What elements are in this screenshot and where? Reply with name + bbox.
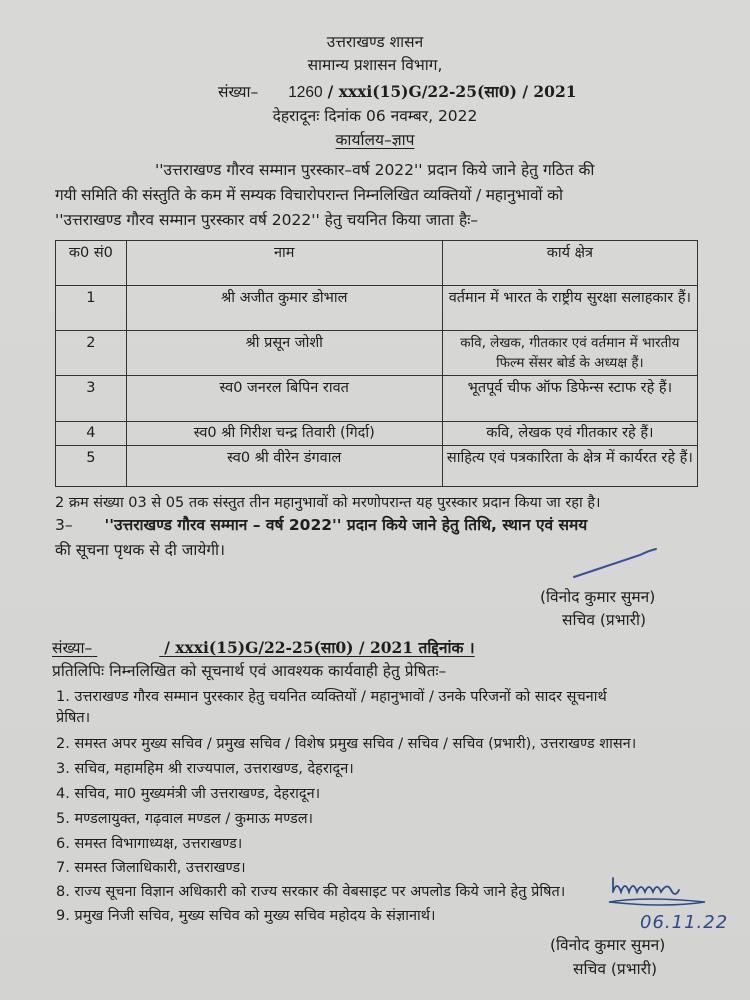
cell-name: स्व0 जनरल बिपिन रावत bbox=[126, 376, 442, 422]
table-row bbox=[56, 286, 698, 331]
cell-work-field: कवि, लेखक एवं गीतकार रहे हैं। bbox=[442, 422, 697, 446]
table-row bbox=[56, 422, 698, 446]
table-row bbox=[56, 446, 698, 487]
table-row bbox=[56, 331, 698, 376]
cell-serial-number: 2 bbox=[56, 331, 127, 376]
header-work-field: कार्य क्षेत्र bbox=[442, 241, 697, 286]
copy-item-5: 5. मण्डलायुक्त, गढ़वाल मण्डल / कुमाऊ मण्डल। bbox=[56, 811, 314, 827]
reference-label: संख्या– bbox=[218, 83, 259, 101]
table-row bbox=[56, 376, 698, 422]
note-3-number: 3– bbox=[55, 516, 73, 534]
note-3-line-2: की सूचना पृथक से दी जायेगी। bbox=[55, 541, 225, 559]
signatory-2-name: (विनोद कुमार सुमन) bbox=[550, 936, 666, 954]
cell-serial-number: 1 bbox=[56, 286, 127, 331]
reference-number: 1260 bbox=[288, 84, 323, 101]
copy-item-6: 6. समस्त विभागाध्यक्ष, उत्तराखण्ड। bbox=[56, 836, 243, 852]
cell-work-field: कवि, लेखक, गीतकार एवं वर्तमान में भारतीय फिल्म सेंसर बोर्ड के अध्यक्ष हैं। bbox=[442, 331, 697, 376]
cell-work-field: साहित्य एवं पत्रकारिता के क्षेत्र में कार्यरत रहे हैं। bbox=[442, 446, 697, 487]
table-header-row bbox=[56, 241, 698, 286]
copy-item-9: 9. प्रमुख निजी सचिव, मुख्य सचिव को मुख्य सचिव महोदय के संज्ञानार्थ। bbox=[56, 908, 436, 924]
note-2: 2 क्रम संख्या 03 से 05 तक संस्तुत तीन महानुभावों को मरणोपरान्त यह पुरस्कार प्रदान किया जा रहा है। bbox=[55, 495, 601, 511]
cell-work-field: वर्तमान में भारत के राष्ट्रीय सुरक्षा सलाहकार हैं। bbox=[442, 286, 697, 331]
cell-work-field: भूतपूर्व चीफ ऑफ डिफेन्स स्टाफ रहे हैं। bbox=[442, 376, 697, 422]
intro-line-2: गयी समिति की संस्तुति के कम में सम्यक विचारोपरान्त निम्नलिखित व्यक्तियों / महानुभावों को bbox=[55, 186, 563, 204]
header-name: नाम bbox=[126, 241, 442, 286]
signatory-1-designation: सचिव (प्रभारी) bbox=[562, 611, 647, 629]
copy-heading: प्रतिलिपिः निम्नलिखित को सूचनार्थ एवं आवश्यक कार्यवाही हेतु प्रेषितः– bbox=[52, 662, 447, 680]
handwritten-date-text: 06.11.22 bbox=[640, 912, 729, 933]
reference-line bbox=[218, 80, 577, 102]
date-line: देहरादूनः दिनांक 06 नवम्बर, 2022 bbox=[272, 107, 478, 125]
copy-item-2: 2. समस्त अपर मुख्य सचिव / प्रमुख सचिव / विशेष प्रमुख सचिव / सचिव / सचिव (प्रभारी), उत्तराखण्ड शासन। bbox=[56, 736, 637, 752]
cell-name: स्व0 श्री गिरीश चन्द्र तिवारी (गिर्दा) bbox=[126, 422, 442, 446]
copy-item-1-cont: प्रेषित। bbox=[56, 710, 91, 726]
handwritten-signature-icon bbox=[605, 872, 715, 912]
copy-item-3: 3. सचिव, महामहिम श्री राज्यपाल, उत्तराखण्ड, देहरादून। bbox=[56, 761, 354, 777]
cell-serial-number: 3 bbox=[56, 376, 127, 422]
header-serial-number: क0 सं0 bbox=[56, 241, 127, 286]
copy-item-4: 4. सचिव, मा0 मुख्यमंत्री जी उत्तराखण्ड, देहरादून। bbox=[56, 786, 321, 802]
signature-stroke-icon bbox=[570, 545, 670, 585]
cell-serial-number: 5 bbox=[56, 446, 127, 487]
copy-item-7: 7. समस्त जिलाधिकारी, उत्तराखण्ड। bbox=[56, 860, 246, 876]
handwritten-date bbox=[640, 912, 728, 933]
note-3-line-1 bbox=[55, 513, 587, 538]
awardees-table bbox=[55, 240, 698, 487]
intro-line-1: ''उत्तराखण्ड गौरव सम्मान पुरस्कार–वर्ष 2022'' प्रदान किये जाने हेतु गठित की bbox=[155, 161, 595, 179]
cell-name: श्री प्रसून जोशी bbox=[126, 331, 442, 376]
reference-code: / xxxi(15)G/22-25(सा0) / 2021 bbox=[327, 82, 577, 101]
government-name: उत्तराखण्ड शासन bbox=[326, 33, 424, 51]
copy-reference-code: / xxxi(15)G/22-25(सा0) / 2021 तद्दिनांक । bbox=[164, 638, 475, 657]
copy-item-1: 1. उत्तराखण्ड गौरव सम्मान पुरस्कार हेतु चयनित व्यक्तियों / महानुभावों / उनके परिजनों को सादर सूचनार्थ bbox=[56, 689, 607, 705]
cell-name: स्व0 श्री वीरेन डंगवाल bbox=[126, 446, 442, 487]
copy-reference-line bbox=[52, 636, 475, 658]
cell-serial-number: 4 bbox=[56, 422, 127, 446]
copy-reference-label: संख्या– bbox=[52, 639, 93, 657]
memo-title: कार्यालय–ज्ञाप bbox=[335, 131, 415, 149]
signatory-2-designation: सचिव (प्रभारी) bbox=[573, 960, 658, 978]
cell-name: श्री अजीत कुमार डोभाल bbox=[126, 286, 442, 331]
copy-item-8: 8. राज्य सूचना विज्ञान अधिकारी को राज्य सरकार की वेबसाइट पर अपलोड किये जाने हेतु प्रेषित। bbox=[56, 884, 566, 900]
signatory-1-name: (विनोद कुमार सुमन) bbox=[540, 588, 656, 606]
intro-line-3: ''उत्तराखण्ड गौरव सम्मान पुरस्कार वर्ष 2022'' हेतु चयनित किया जाता हैः– bbox=[55, 211, 479, 229]
note-3-text: ''उत्तराखण्ड गौरव सम्मान – वर्ष 2022'' प्रदान किये जाने हेतु तिथि, स्थान एवं समय bbox=[104, 516, 588, 534]
department-name: सामान्य प्रशासन विभाग, bbox=[307, 56, 443, 74]
